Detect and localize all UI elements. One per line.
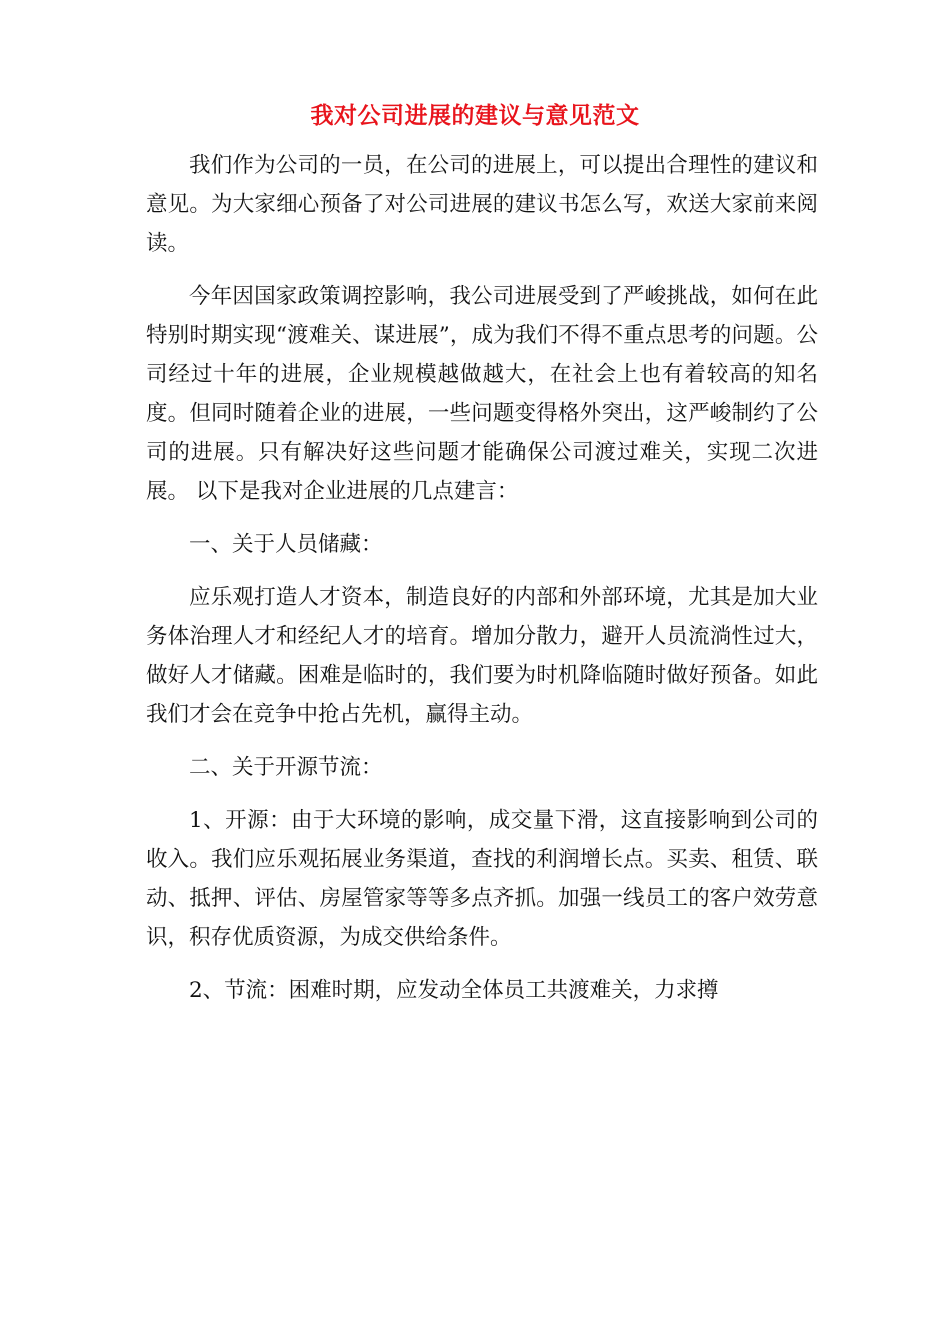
document-title: 我对公司进展的建议与意见范文 — [310, 102, 640, 129]
paragraph-intro: 我们作为公司的一员，在公司的进展上，可以提出合理性的建议和意见。为大家细心预备了对公司进展的建议书怎么写，欢送大家前来阅读。 — [146, 153, 818, 256]
paragraph-personnel: 应乐观打造人才资本，制造良好的内部和外部环境，尤其是加大业务体治理人才和经纪人才的培育。增加分散力，避开人员流淌性过大，做好人才储藏。困难是临时的，我们要为时机降临随时做好预备。如此我们才会在竞争中抢占先机，赢得主动。 — [146, 585, 818, 727]
paragraph-open-source: 1、开源：由于大环境的影响，成交量下滑，这直接影响到公司的收入。我们应乐观拓展业务渠道，查找的利润增长点。买卖、租赁、联动、抵押、评估、房屋管家等等多点齐抓。加强一线员工的客户效劳意识，积存优质资源，为成交供给条件。 — [146, 808, 818, 950]
section-heading-revenue: 二、关于开源节流： — [189, 755, 383, 780]
document-body — [146, 146, 818, 1024]
paragraph-cost-saving: 2、节流：困难时期，应发动全体员工共渡难关，力求撙 — [189, 978, 719, 1003]
section-heading-personnel: 一、关于人员储藏： — [189, 532, 383, 557]
paragraph-background: 今年因国家政策调控影响，我公司进展受到了严峻挑战，如何在此特别时期实现“渡难关、谋进展”，成为我们不得不重点思考的问题。公司经过十年的进展，企业规模越做越大，在社会上也有着较高的知名度。但同时随着企业的进展，一些问题变得格外突出，这严峻制约了公司的进展。只有解决好这些问题才能确保公司渡过难关，实现二次进展。 以下是我对企业进展的几点建言： — [146, 284, 818, 504]
